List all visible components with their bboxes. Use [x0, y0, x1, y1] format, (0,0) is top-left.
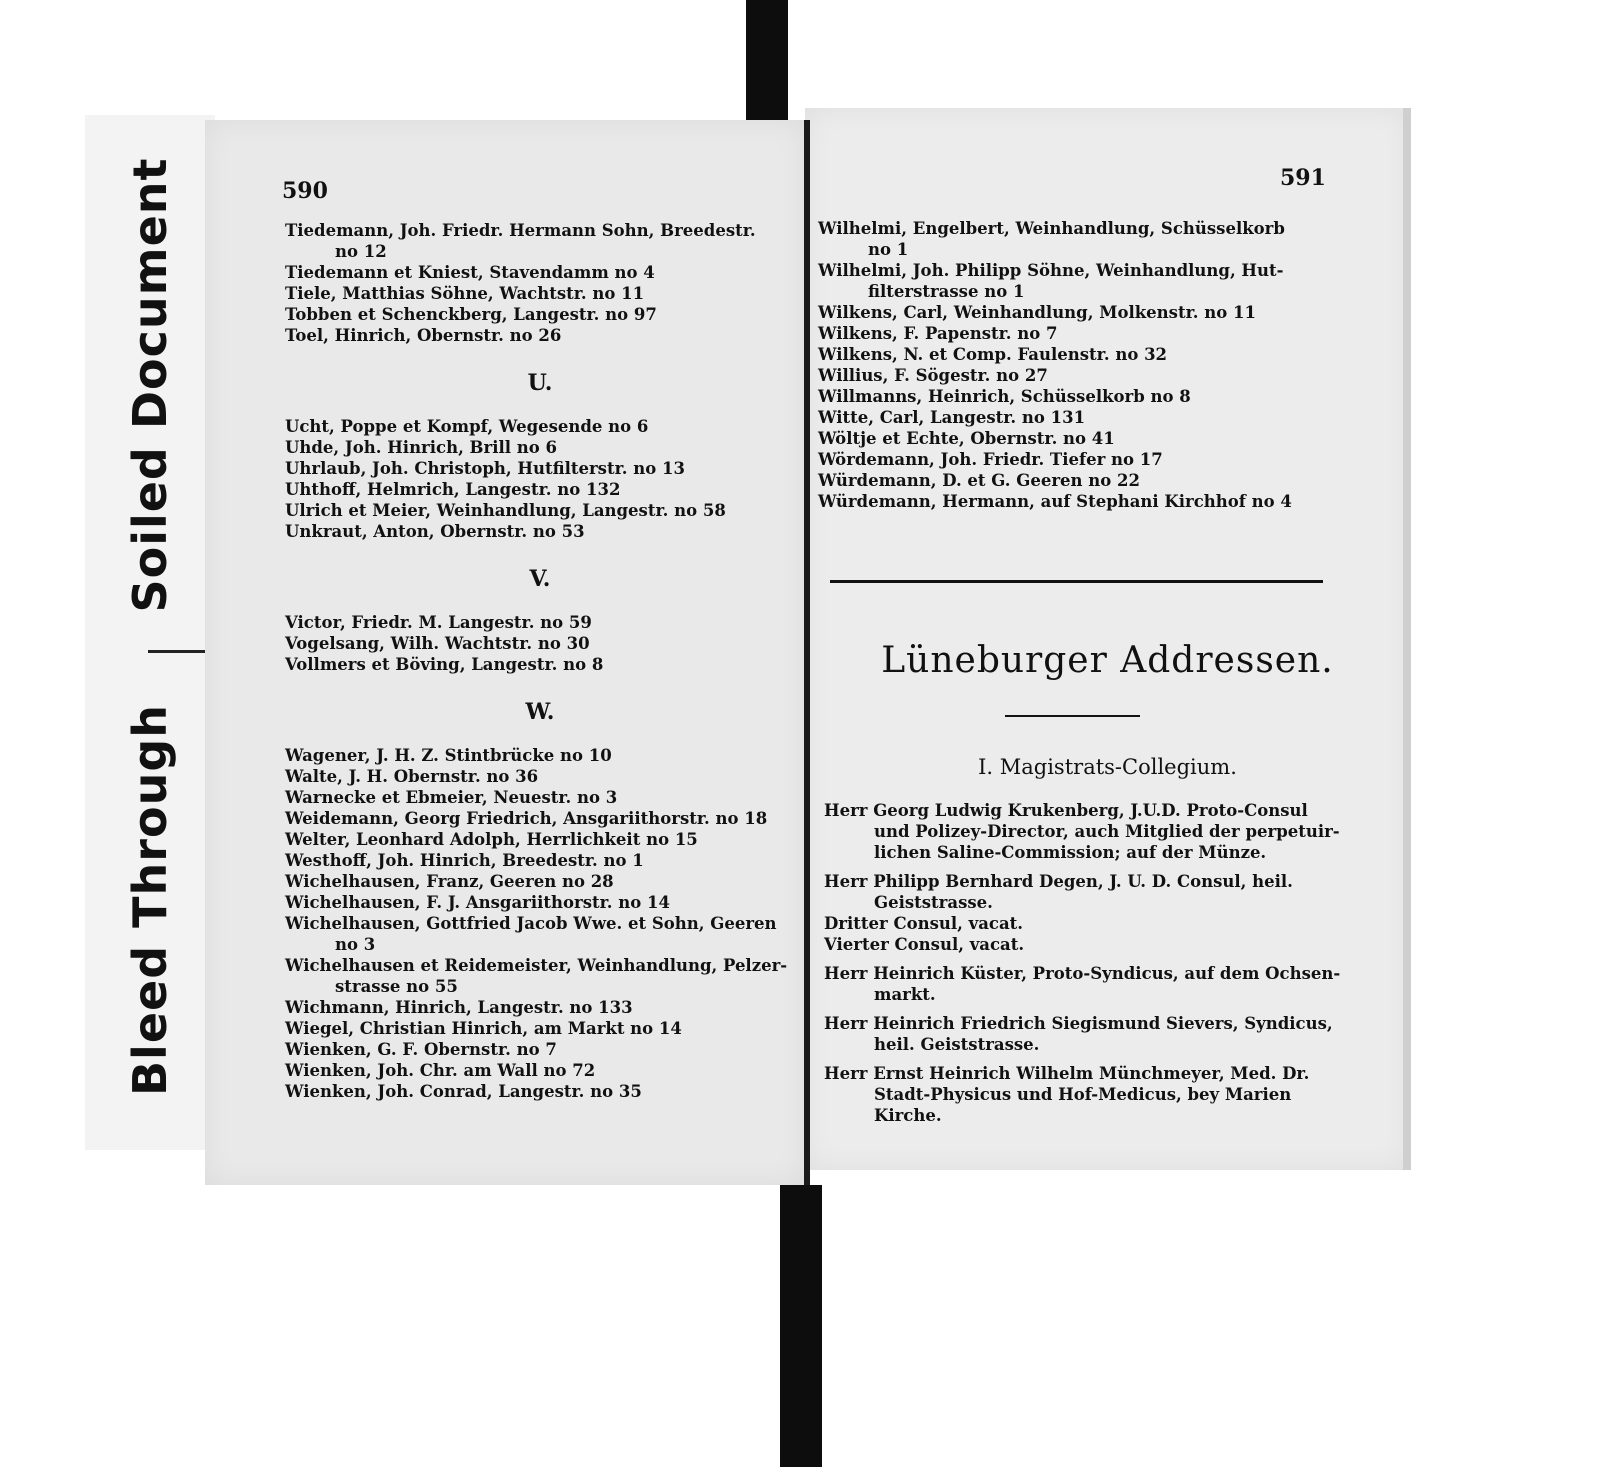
entry-continuation: filterstrasse no 1: [868, 282, 1025, 301]
binding-clip-top: [746, 0, 788, 120]
directory-entry: [285, 1018, 795, 1039]
entry-line: Ucht, Poppe et Kompf, Wegesende no 6: [285, 417, 649, 436]
entry-line: Tiedemann et Kniest, Stavendamm no 4: [285, 263, 655, 282]
side-label-bottom: Bleed Through: [123, 703, 177, 1097]
entry-line: Walte, J. H. Obernstr. no 36: [285, 767, 539, 786]
directory-entry: [818, 449, 1398, 470]
title-underline-rule: [1005, 715, 1140, 717]
directory-entry: [285, 304, 795, 325]
directory-entry: [818, 407, 1398, 428]
entry-continuation: lichen Saline-Commission; auf der Münze.: [874, 843, 1267, 862]
directory-entry: [285, 437, 795, 458]
entry-line: Würdemann, Hermann, auf Stephani Kirchhof no 4: [818, 492, 1292, 511]
directory-entry: [285, 745, 795, 766]
entry-line: Vierter Consul, vacat.: [824, 935, 1025, 954]
entry-line: Vogelsang, Wilh. Wachtstr. no 30: [285, 634, 590, 653]
entry-continuation: Kirche.: [874, 1106, 942, 1125]
entry-line: Würdemann, D. et G. Geeren no 22: [818, 471, 1141, 490]
directory-entry: [285, 808, 795, 829]
entry-line: Wilkens, N. et Comp. Faulenstr. no 32: [818, 345, 1168, 364]
entry-line: Willmanns, Heinrich, Schüsselkorb no 8: [818, 387, 1191, 406]
entry-line: Wördemann, Joh. Friedr. Tiefer no 17: [818, 450, 1163, 469]
entry-line: Tobben et Schenckberg, Langestr. no 97: [285, 305, 657, 324]
entry-line: Wöltje et Echte, Obernstr. no 41: [818, 429, 1115, 448]
directory-entry: [285, 521, 795, 542]
entry-line: Uhde, Joh. Hinrich, Brill no 6: [285, 438, 557, 457]
letter-heading: V.: [529, 566, 551, 592]
entry-line: Unkraut, Anton, Obernstr. no 53: [285, 522, 585, 541]
magistrat-entry: [824, 1063, 1399, 1126]
magistrat-entries: [824, 800, 1399, 1126]
entry-line: Uhrlaub, Joh. Christoph, Hutfilterstr. no 13: [285, 459, 685, 478]
entry-line: Dritter Consul, vacat.: [824, 914, 1024, 933]
entry-continuation: markt.: [874, 985, 936, 1004]
directory-entry: [285, 416, 795, 437]
section-divider-rule: [830, 580, 1323, 583]
directory-entry: [285, 1060, 795, 1081]
left-page-number: 590: [282, 178, 328, 204]
directory-entry: [285, 997, 795, 1018]
entry-line: Wiegel, Christian Hinrich, am Markt no 14: [285, 1019, 682, 1038]
entry-continuation: strasse no 55: [335, 977, 458, 996]
entry-line: Westhoff, Joh. Hinrich, Breedestr. no 1: [285, 851, 644, 870]
entry-line: Wilhelmi, Engelbert, Weinhandlung, Schüsselkorb: [818, 219, 1285, 238]
magistrat-entry: [824, 871, 1399, 913]
entry-line: Herr Ernst Heinrich Wilhelm Münchmeyer, Med. Dr.: [824, 1064, 1310, 1083]
entry-line: Warnecke et Ebmeier, Neuestr. no 3: [285, 788, 618, 807]
entry-line: Herr Philipp Bernhard Degen, J. U. D. Consul, heil.: [824, 872, 1293, 891]
directory-entry: [818, 365, 1398, 386]
directory-entry: [285, 283, 795, 304]
directory-entry: [285, 829, 795, 850]
directory-entry: [285, 500, 795, 521]
directory-entry: [818, 344, 1398, 365]
letter-heading: U.: [527, 370, 553, 396]
binding-clip-bottom: [780, 1185, 822, 1467]
directory-entry: [285, 766, 795, 787]
entry-gap: [824, 863, 1399, 871]
directory-entry: [285, 955, 795, 997]
entry-continuation: und Polizey-Director, auch Mitglied der perpetuir-: [874, 822, 1340, 841]
directory-entry: [818, 260, 1398, 302]
directory-entry: [285, 262, 795, 283]
entry-line: Wichmann, Hinrich, Langestr. no 133: [285, 998, 633, 1017]
directory-entry: [818, 386, 1398, 407]
entry-line: Wichelhausen, F. J. Ansgariithorstr. no 14: [285, 893, 670, 912]
entry-line: Wienken, Joh. Conrad, Langestr. no 35: [285, 1082, 642, 1101]
entry-line: Wilhelmi, Joh. Philipp Söhne, Weinhandlung, Hut-: [818, 261, 1284, 280]
entry-continuation: heil. Geiststrasse.: [874, 1035, 1040, 1054]
directory-entry: [285, 458, 795, 479]
entry-line: Victor, Friedr. M. Langestr. no 59: [285, 613, 592, 632]
entry-line: Wienken, Joh. Chr. am Wall no 72: [285, 1061, 596, 1080]
directory-entry: [285, 892, 795, 913]
entry-line: Herr Heinrich Friedrich Siegismund Sievers, Syndicus,: [824, 1014, 1333, 1033]
entry-line: Welter, Leonhard Adolph, Herrlichkeit no 15: [285, 830, 698, 849]
left-page-entries: [285, 220, 795, 1102]
directory-entry: [285, 871, 795, 892]
right-page-entries: [818, 218, 1398, 512]
entry-continuation: Geiststrasse.: [874, 893, 993, 912]
entry-line: Wichelhausen, Gottfried Jacob Wwe. et Sohn, Geeren: [285, 914, 777, 933]
directory-entry: [285, 633, 795, 654]
entry-line: Herr Georg Ludwig Krukenberg, J.U.D. Proto-Consul: [824, 801, 1308, 820]
magistrat-entry: [824, 913, 1399, 934]
magistrat-entry: [824, 934, 1399, 955]
entry-gap: [824, 1055, 1399, 1063]
directory-entry: [818, 428, 1398, 449]
directory-entry: [285, 1081, 795, 1102]
directory-entry: [285, 220, 795, 262]
directory-entry: [285, 654, 795, 675]
right-page-edge: [1403, 108, 1411, 1170]
entry-line: Ulrich et Meier, Weinhandlung, Langestr. no 58: [285, 501, 726, 520]
entry-line: Wienken, G. F. Obernstr. no 7: [285, 1040, 557, 1059]
entry-line: Uhthoff, Helmrich, Langestr. no 132: [285, 480, 621, 499]
directory-entry: [285, 479, 795, 500]
directory-entry: [818, 491, 1398, 512]
entry-line: Wichelhausen et Reidemeister, Weinhandlung, Pelzer-: [285, 956, 788, 975]
right-page-number: 591: [1280, 165, 1326, 191]
entry-continuation: no 1: [868, 240, 909, 259]
entry-line: Wagener, J. H. Z. Stintbrücke no 10: [285, 746, 612, 765]
directory-entry: [285, 612, 795, 633]
entry-line: Wichelhausen, Franz, Geeren no 28: [285, 872, 614, 891]
magistrat-entry: [824, 963, 1399, 1005]
side-label-top: Soiled Document: [123, 157, 177, 613]
section-title: Lüneburger Addressen.: [881, 640, 1334, 681]
entry-line: Tiedemann, Joh. Friedr. Hermann Sohn, Breedestr.: [285, 221, 756, 240]
entry-continuation: Stadt-Physicus und Hof-Medicus, bey Marien: [874, 1085, 1292, 1104]
entry-line: Wilkens, Carl, Weinhandlung, Molkenstr. no 11: [818, 303, 1256, 322]
entry-line: Wilkens, F. Papenstr. no 7: [818, 324, 1058, 343]
entry-line: Witte, Carl, Langestr. no 131: [818, 408, 1086, 427]
letter-heading: W.: [525, 699, 555, 725]
entry-line: Weidemann, Georg Friedrich, Ansgariithorstr. no 18: [285, 809, 768, 828]
magistrat-entry: [824, 1013, 1399, 1055]
entry-gap: [824, 1005, 1399, 1013]
entry-line: Vollmers et Böving, Langestr. no 8: [285, 655, 604, 674]
entry-line: Toel, Hinrich, Obernstr. no 26: [285, 326, 562, 345]
entry-line: Willius, F. Sögestr. no 27: [818, 366, 1048, 385]
directory-entry: [818, 470, 1398, 491]
directory-entry: [285, 325, 795, 346]
side-label-divider: [148, 650, 212, 653]
entry-continuation: no 12: [335, 242, 387, 261]
magistrat-entry: [824, 800, 1399, 863]
directory-entry: [285, 850, 795, 871]
section-subtitle: I. Magistrats-Collegium.: [978, 755, 1237, 779]
directory-entry: [818, 302, 1398, 323]
entry-gap: [824, 955, 1399, 963]
directory-entry: [285, 1039, 795, 1060]
directory-entry: [285, 787, 795, 808]
entry-line: Tiele, Matthias Söhne, Wachtstr. no 11: [285, 284, 645, 303]
directory-entry: [818, 323, 1398, 344]
directory-entry: [285, 913, 795, 955]
entry-line: Herr Heinrich Küster, Proto-Syndicus, auf dem Ochsen-: [824, 964, 1341, 983]
directory-entry: [818, 218, 1398, 260]
entry-continuation: no 3: [335, 935, 376, 954]
